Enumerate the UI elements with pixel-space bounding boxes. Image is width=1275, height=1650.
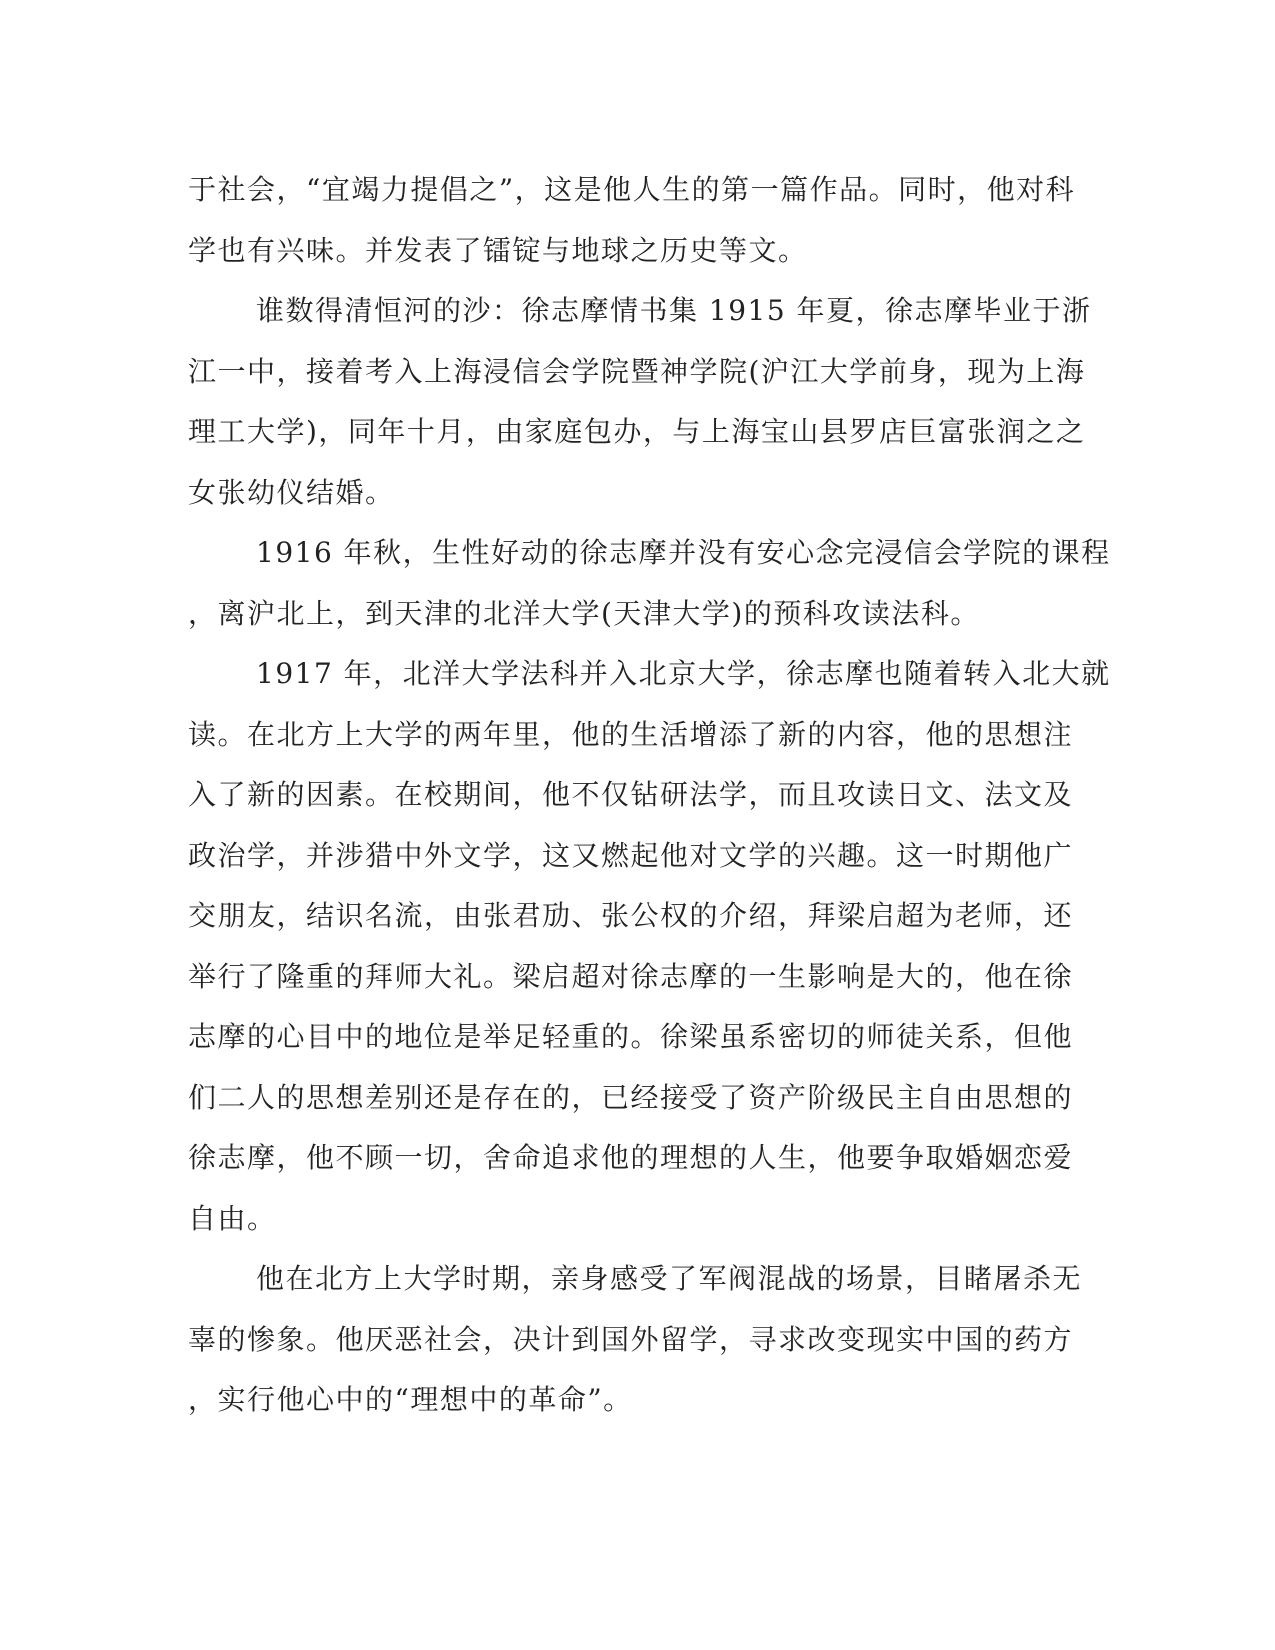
text-line: 女张幼仪结婚。 (188, 475, 395, 509)
text-line: 江一中，接着考入上海浸信会学院暨神学院(沪江大学前身，现为上海 (188, 354, 1086, 388)
text-line: 举行了隆重的拜师大礼。梁启超对徐志摩的一生影响是大的，他在徐 (188, 959, 1074, 993)
text-line: 徐志摩，他不顾一切，舍命追求他的理想的人生，他要争取婚姻恋爱 (188, 1141, 1074, 1174)
text-line: 入了新的因素。在校期间，他不仅钻研法学，而且攻读日文、法文及 (188, 778, 1074, 811)
text-line: 辜的惨象。他厌恶社会，决计到国外留学，寻求改变现实中国的药方 (188, 1322, 1074, 1356)
text-line: 自由。 (188, 1201, 277, 1235)
document-body (188, 160, 1111, 1431)
paragraph-first-line: 1917 年，北洋大学法科并入北京大学，徐志摩也随着转入北大就 (256, 657, 1111, 690)
text-line: 志摩的心目中的地位是举足轻重的。徐梁虽系密切的师徒关系，但他 (188, 1020, 1074, 1053)
text-line: 交朋友，结识名流，由张君劢、张公权的介绍，拜梁启超为老师，还 (188, 899, 1074, 932)
paragraph-first-line: 谁数得清恒河的沙：徐志摩情书集 1915 年夏，徐志摩毕业于浙 (256, 294, 1092, 327)
text-line: 学也有兴味。并发表了镭锭与地球之历史等文。 (188, 233, 808, 267)
paragraph-first-line: 1916 年秋，生性好动的徐志摩并没有安心念完浸信会学院的课程 (256, 536, 1111, 569)
paragraph-first-line: 他在北方上大学时期，亲身感受了军阀混战的场景，目睹屠杀无 (256, 1262, 1083, 1295)
text-line: 理工大学)，同年十月，由家庭包办，与上海宝山县罗店巨富张润之之 (188, 415, 1086, 448)
text-line: 读。在北方上大学的两年里，他的生活增添了新的内容，他的思想注 (188, 717, 1074, 751)
text-line: 政治学，并涉猎中外文学，这又燃起他对文学的兴趣。这一时期他广 (188, 838, 1074, 872)
text-line: ，实行他心中的“理想中的革命”。 (188, 1383, 633, 1416)
text-line: 于社会，“宜竭力提倡之”，这是他人生的第一篇作品。同时，他对科 (188, 173, 1076, 206)
text-line: 们二人的思想差别还是存在的，已经接受了资产阶级民主自由思想的 (188, 1080, 1074, 1114)
text-line: ，离沪北上，到天津的北洋大学(天津大学)的预科攻读法科。 (188, 596, 980, 630)
